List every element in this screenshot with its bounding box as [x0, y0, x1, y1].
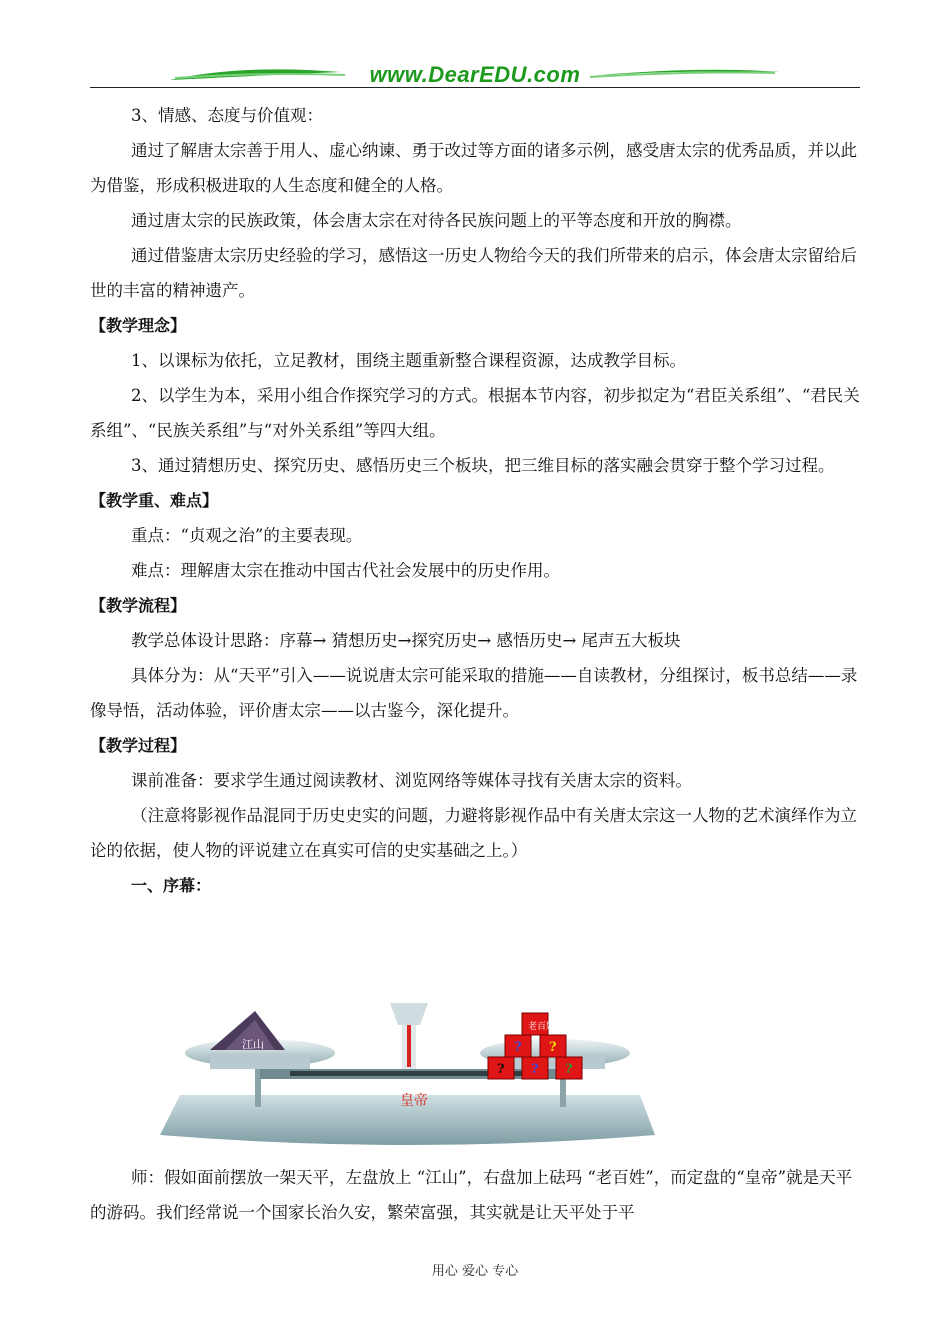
section-heading: 【教学过程】 [90, 736, 187, 755]
header-banner [90, 58, 860, 94]
svg-text:?: ? [514, 1040, 522, 1055]
site-logo[interactable]: www.DearEDU.com [369, 62, 581, 87]
svg-text:?: ? [549, 1040, 557, 1055]
paragraph: 1、以课标为依托，立足教材，围绕主题重新整合课程资源，达成教学目标。 [131, 351, 686, 370]
paragraph: 通过唐太宗的民族政策，体会唐太宗在对待各民族问题上的平等态度和开放的胸襟。 [131, 211, 742, 230]
balance-scale-figure [150, 995, 670, 1145]
paragraph: 通过了解唐太宗善于用人、虚心纳谏、勇于改过等方面的诸多示例，感受唐太宗的优秀品质，并以此为借鉴，形成积极进取的人生态度和健全的人格。 [90, 141, 857, 195]
paragraph: 通过借鉴唐太宗历史经验的学习，感悟这一历史人物给今天的我们所带来的启示，体会唐太宗留给后世的丰富的精神遗产。 [90, 246, 857, 300]
section-heading: 【教学理念】 [90, 316, 187, 335]
paragraph: （注意将影视作品混同于历史史实的问题，力避将影视作品中有关唐太宗这一人物的艺术演绎作为立论的依据，使人物的评说建立在真实可信的史实基础之上。） [90, 806, 857, 860]
top-box-label: 老百姓 [528, 1022, 556, 1032]
paragraph: 难点：理解唐太宗在推动中国古代社会发展中的历史作用。 [131, 561, 560, 580]
paragraph: 具体分为：从“天平”引入——说说唐太宗可能采取的措施——自读教材，分组探讨，板书总结——录像导悟，活动体验，评价唐太宗——以古鉴今，深化提升。 [90, 666, 858, 720]
paragraph: 2、以学生为本，采用小组合作探究学习的方式。根据本节内容，初步拟定为“君臣关系组”、“君民关系组”、“民族关系组”与“对外关系组”等四大组。 [90, 386, 860, 440]
section-heading: 【教学重、难点】 [90, 491, 219, 510]
document-body [90, 98, 860, 903]
paragraph: 重点：“贞观之治”的主要表现。 [131, 526, 363, 545]
document-body-continued [90, 1160, 860, 1230]
page-footer: 用心 爱心 专心 [431, 1264, 519, 1279]
paragraph: 师：假如面前摆放一架天平，左盘放上 “江山”，右盘加上砝玛 “老百姓”，而定盘的“皇帝”就是天平的游码。我们经常说一个国家长治久安，繁荣富强，其实就是让天平处于平 [90, 1168, 853, 1222]
svg-text:?: ? [531, 1062, 539, 1077]
header-rule [90, 87, 860, 88]
paragraph: 3、通过猜想历史、探究历史、感悟历史三个板块，把三维目标的落实融会贯穿于整个学习过程。 [131, 456, 835, 475]
section-heading: 【教学流程】 [90, 596, 187, 615]
svg-text:?: ? [497, 1062, 505, 1077]
sub-heading: 一、序幕： [131, 876, 212, 895]
mountain-label: 江山 [242, 1038, 264, 1051]
svg-text:?: ? [565, 1062, 573, 1077]
emperor-label: 皇帝 [400, 1093, 428, 1109]
paragraph: 3、情感、态度与价值观： [131, 106, 323, 125]
paragraph: 课前准备：要求学生通过阅读教材、浏览网络等媒体寻找有关唐太宗的资料。 [131, 771, 692, 790]
paragraph: 教学总体设计思路：序幕→ 猜想历史→探究历史→ 感悟历史→ 尾声五大板块 [131, 631, 681, 650]
